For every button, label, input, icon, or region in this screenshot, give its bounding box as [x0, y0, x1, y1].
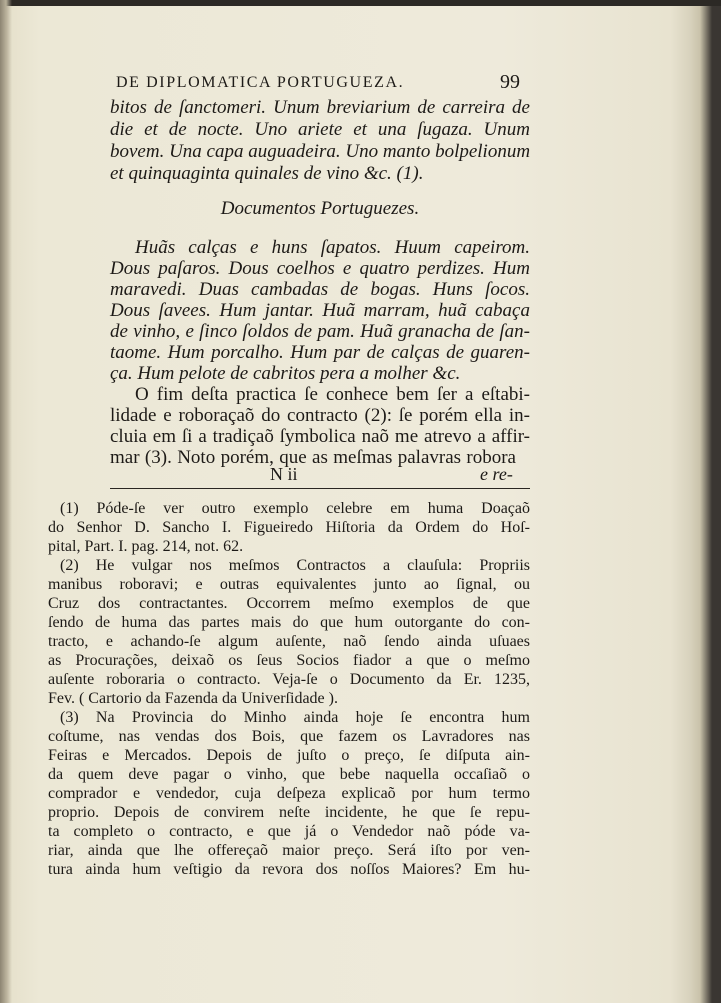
document-line-5: de vinho, e ſinco ſoldos de pam. Huã granacha de ſan- [110, 321, 530, 342]
document-line-1: Huãs calças e huns ſapatos. Huum capeirom. [135, 237, 530, 258]
footnote-line-6: Cruz dos contractantes. Occorrem meſmo exemplos de que [48, 595, 530, 612]
footnote-line-2: do Senhor D. Sancho I. Figueiredo Hiſtoria da Ordem do Hoſ- [48, 519, 530, 536]
footnote-line-20: tura ainda hum veſtigio da revora dos noſſos Maiores? Em hu- [48, 861, 530, 878]
section-title: Documentos Portuguezes. [220, 198, 420, 219]
document-line-6: taome. Hum porcalho. Hum par de calças de guaren- [110, 342, 530, 363]
body-line-1: bitos de ſanctomeri. Unum breviarium de carreira de [110, 97, 530, 118]
footnote-line-8: tracto, e achando-ſe algum auſente, naõ ſendo ainda uſuaes [48, 633, 530, 650]
footnote-line-11: Fev. ( Cartorio da Fazenda da Univerſidade ). [48, 690, 338, 707]
footnote-line-4: (2) He vulgar nos meſmos Contractos a clauſula: Propriis [60, 557, 530, 574]
document-line-7: ça. Hum pelote de cabritos pera a molher &c. [110, 363, 461, 384]
footnote-line-16: comprador e vendedor, cuja deſpeza explicaõ por hum termo [48, 785, 530, 802]
catchword: e re- [480, 464, 513, 484]
running-head: DE DIPLOMATICA PORTUGUEZA. [116, 74, 405, 91]
footnote-line-10: auſente roboraria o contracto. Veja-ſe o Documento da Er. 1235, [48, 671, 530, 688]
signature-mark: N ii [270, 464, 298, 484]
paragraph-line-1: O fim deſta practica ſe conhece bem ſer a eſtabi- [135, 384, 530, 405]
document-line-4: Dous ſavees. Hum jantar. Huã marram, huã cabaça [110, 300, 530, 321]
footnote-line-19: riar, ainda que lhe offereçaõ maior preço. Será iſto por ven- [48, 842, 530, 859]
body-line-4: et quinquaginta quinales de vino &c. (1). [110, 163, 424, 184]
footnote-line-15: da quem deve pagar o vinho, que bebe naquella occaſiaõ o [48, 766, 530, 783]
paragraph-line-3: cluia em ſi a tradiçaõ ſymbolica naõ me atrevo a affir- [110, 426, 530, 447]
footnote-line-12: (3) Na Provincia do Minho ainda hoje ſe encontra hum [60, 709, 530, 726]
footnote-line-3: pital, Part. I. pag. 214, not. 62. [48, 538, 244, 555]
footnote-line-1: (1) Póde-ſe ver outro exemplo celebre em huma Doaçaõ [60, 500, 530, 517]
footnote-line-14: Feiras e Mercados. Depois de juſto o preço, ſe diſputa ain- [48, 747, 530, 764]
body-line-2: die et de nocte. Uno ariete et una ſugaza. Unum [110, 119, 530, 140]
footnote-line-17: proprio. Depois de convirem neſte incidente, he que ſe repu- [48, 804, 530, 821]
body-line-3: bovem. Una capa auguadeira. Uno manto bolpelionum [110, 141, 531, 162]
footnote-line-13: coſtume, nas vendas dos Bois, que fazem os Lavradores nas [48, 728, 530, 745]
footnote-line-9: as Procurações, deixaõ os ſeus Socios fiador a que o meſmo [48, 652, 530, 669]
document-line-2: Dous paſaros. Dous coelhos e quatro perdizes. Hum [110, 258, 530, 279]
document-line-3: maravedi. Duas cambadas de bogas. Huns ſocos. [110, 279, 530, 300]
footnote-line-18: ta completo o contracto, e que já o Vendedor naõ póde va- [48, 823, 530, 840]
footnote-rule [110, 488, 530, 489]
page-number: 99 [500, 71, 520, 93]
paragraph-line-4: mar (3). Noto porém, que as meſmas palavras robora [110, 447, 516, 468]
footnote-line-5: manibus roboravi; e outras equivalentes junto ao ſignal, ou [48, 576, 530, 593]
footnote-line-7: ſendo de huma das partes mais do que hum outorgante do con- [48, 614, 530, 631]
scan-top-edge [0, 0, 721, 6]
page-gutter-shadow [0, 0, 12, 1003]
paragraph-line-2: lidade e roboraçaõ do contracto (2): ſe porém ella in- [110, 405, 530, 426]
